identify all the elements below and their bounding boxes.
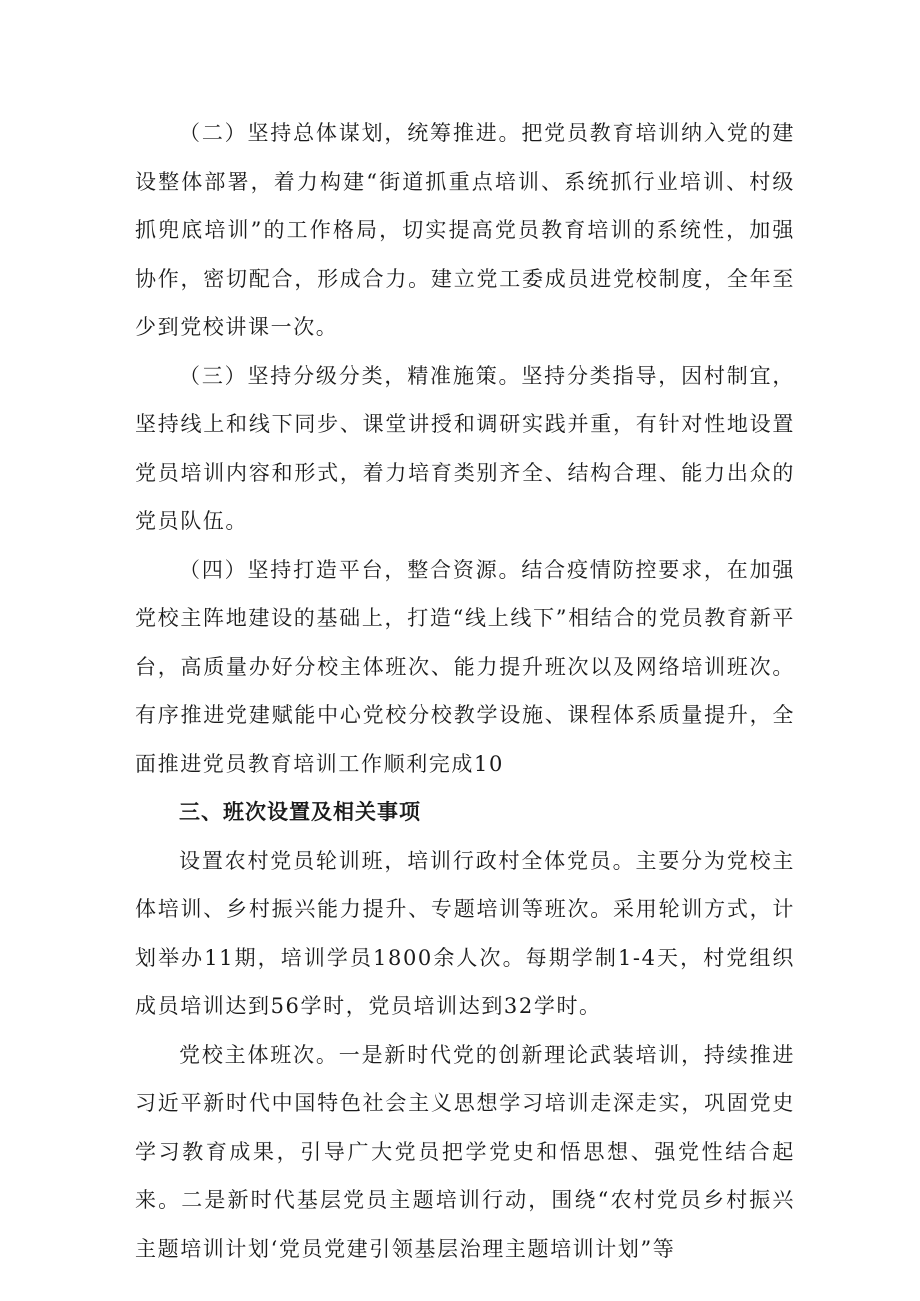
paragraph-three: （三）坚持分级分类，精准施策。坚持分类指导，因村制宜，坚持线上和线下同步、课堂讲授和调研实践并重，有针对性地设置党员培训内容和形式，着力培育类别齐全、结构合理、能力出众的党员队伍。 — [135, 363, 795, 533]
section-heading: 三、班次设置及相关事项 — [179, 800, 421, 824]
paragraph-main-classes: 党校主体班次。一是新时代党的创新理论武装培训，持续推进习近平新时代中国特色社会主义思想学习培训走深走实，巩固党史学习教育成果，引导广大党员把学党史和悟思想、强党性结合起来。二是新时代基层党员主题培训行动，围绕“农村党员乡村振兴主题培训计划‘党员党建引领基层治理主题培训计划”等 — [135, 1042, 795, 1261]
paragraph-class-setup: 设置农村党员轮训班，培训行政村全体党员。主要分为党校主体培训、乡村振兴能力提升、专题培训等班次。采用轮训方式，计划举办11期，培训学员1800余人次。每期学制1-4天，村党组织成员培训达到56学时，党员培训达到32学时。 — [135, 848, 795, 1018]
document-body — [135, 109, 795, 1273]
paragraph-four: （四）坚持打造平台，整合资源。结合疫情防控要求，在加强党校主阵地建设的基础上，打造“线上线下”相结合的党员教育新平台，高质量办好分校主体班次、能力提升班次以及网络培训班次。有序推进党建赋能中心党校分校教学设施、课程体系质量提升，全面推进党员教育培训工作顺利完成10 — [135, 557, 795, 776]
paragraph-two: （二）坚持总体谋划，统筹推进。把党员教育培训纳入党的建设整体部署，着力构建“街道抓重点培训、系统抓行业培训、村级抓兜底培训”的工作格局，切实提高党员教育培训的系统性，加强协作，密切配合，形成合力。建立党工委成员进党校制度，全年至少到党校讲课一次。 — [135, 121, 795, 339]
